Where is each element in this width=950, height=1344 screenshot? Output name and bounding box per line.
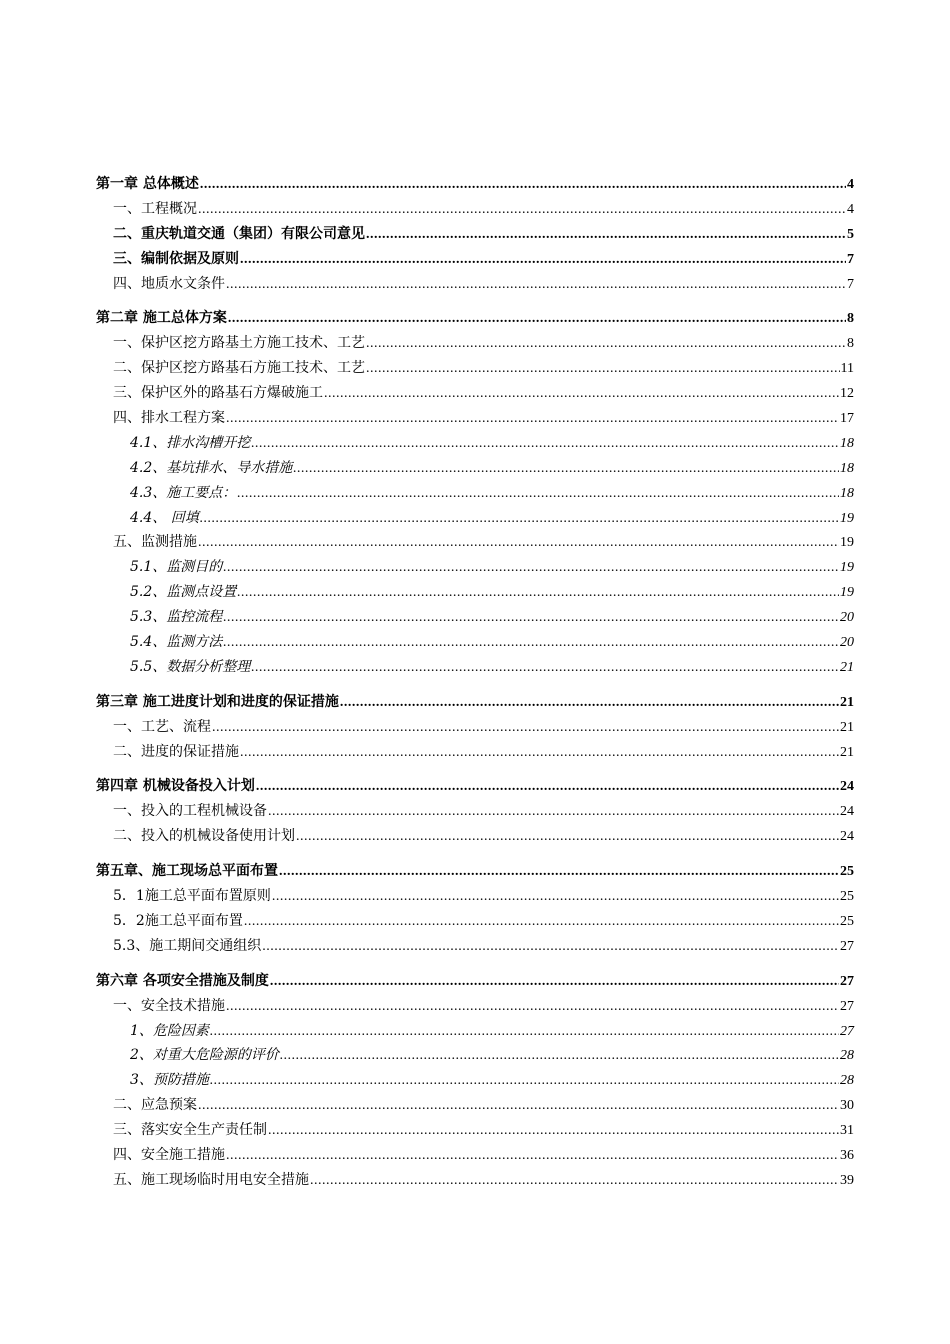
toc-chapter-entry[interactable] (96, 172, 854, 197)
toc-entry-page-number: 11 (840, 361, 854, 377)
toc-leader-dots (366, 222, 846, 248)
toc-entry[interactable] (96, 1019, 854, 1044)
toc-entry[interactable] (96, 994, 854, 1019)
toc-entry-page-number: 12 (840, 386, 854, 402)
toc-leader-dots (200, 506, 839, 532)
toc-entry-page-number: 20 (840, 635, 854, 651)
toc-entry-label: 第二章 施工总体方案 (96, 310, 227, 327)
toc-entry-label: 一、工程概况 (113, 200, 197, 217)
toc-entry-label: 第五章、施工现场总平面布置 (96, 863, 278, 880)
toc-entry-page-number: 24 (840, 804, 854, 820)
toc-leader-dots (210, 1019, 839, 1045)
toc-entry[interactable] (96, 740, 854, 765)
toc-entry-label: 二、应急预案 (113, 1097, 197, 1114)
toc-entry-label: 一、投入的工程机械设备 (113, 803, 267, 820)
toc-leader-dots (310, 1168, 839, 1194)
toc-entry-page-number: 19 (840, 585, 854, 601)
toc-entry[interactable] (96, 431, 854, 456)
toc-entry[interactable] (96, 630, 854, 655)
toc-chapter-entry[interactable] (96, 969, 854, 994)
toc-entry[interactable] (96, 1118, 854, 1143)
toc-entry-page-number: 5 (847, 226, 854, 242)
toc-entry-label: 三、保护区外的路基石方爆破施工 (113, 385, 323, 402)
toc-leader-dots (228, 306, 846, 332)
toc-entry-page-number: 8 (847, 336, 854, 352)
toc-entry-page-number: 20 (840, 610, 854, 626)
toc-leader-dots (240, 247, 846, 273)
toc-entry[interactable] (96, 824, 854, 849)
toc-entry[interactable] (96, 331, 854, 356)
toc-leader-dots (272, 884, 839, 910)
toc-leader-dots (210, 1068, 839, 1094)
toc-leader-dots (226, 272, 846, 298)
toc-entry-label: 四、排水工程方案 (113, 410, 225, 427)
toc-entry-page-number: 30 (840, 1098, 854, 1114)
table-of-contents (96, 172, 854, 1193)
toc-entry[interactable] (96, 356, 854, 381)
toc-leader-dots (268, 799, 839, 825)
toc-leader-dots (251, 655, 839, 681)
toc-entry-page-number: 31 (840, 1123, 854, 1139)
toc-leader-dots (340, 690, 839, 716)
toc-entry-page-number: 27 (840, 973, 854, 989)
toc-entry-label: 4.2、基坑排水、导水措施 (130, 459, 293, 476)
toc-entry[interactable] (96, 481, 854, 506)
toc-entry[interactable] (96, 655, 854, 680)
toc-entry-page-number: 7 (847, 251, 854, 267)
toc-entry-label: 5．2施工总平面布置 (113, 912, 243, 929)
toc-chapter-entry[interactable] (96, 859, 854, 884)
toc-entry-page-number: 19 (840, 535, 854, 551)
toc-entry-label: 5.1、监测目的 (130, 559, 223, 576)
toc-entry[interactable] (96, 715, 854, 740)
toc-leader-dots (237, 580, 839, 606)
toc-entry[interactable] (96, 247, 854, 272)
toc-entry-page-number: 17 (840, 411, 854, 427)
toc-entry-label: 5.4、监测方法 (130, 634, 223, 651)
toc-entry-label: 四、安全施工措施 (113, 1146, 225, 1163)
toc-entry-page-number: 27 (840, 1023, 854, 1039)
toc-entry-page-number: 25 (840, 913, 854, 929)
toc-leader-dots (296, 824, 839, 850)
toc-leader-dots (262, 934, 839, 960)
toc-entry[interactable] (96, 909, 854, 934)
toc-entry[interactable] (96, 456, 854, 481)
toc-leader-dots (226, 994, 839, 1020)
toc-leader-dots (293, 456, 839, 482)
toc-leader-dots (223, 605, 839, 631)
toc-entry[interactable] (96, 222, 854, 247)
toc-leader-dots (226, 406, 839, 432)
toc-entry[interactable] (96, 799, 854, 824)
toc-entry-label: 2、对重大危险源的评价 (130, 1047, 279, 1064)
toc-entry-page-number: 18 (840, 460, 854, 476)
toc-leader-dots (212, 715, 839, 741)
toc-leader-dots (268, 1118, 839, 1144)
toc-entry-page-number: 39 (840, 1172, 854, 1188)
toc-entry[interactable] (96, 884, 854, 909)
toc-entry-label: 五、监测措施 (113, 534, 197, 551)
toc-leader-dots (280, 1043, 839, 1069)
toc-leader-dots (223, 555, 839, 581)
toc-chapter-entry[interactable] (96, 774, 854, 799)
toc-entry-label: 五、施工现场临时用电安全措施 (113, 1171, 309, 1188)
toc-entry[interactable] (96, 1093, 854, 1118)
toc-leader-dots (200, 172, 846, 198)
toc-entry-label: 一、安全技术措施 (113, 997, 225, 1014)
toc-entry-label: 第六章 各项安全措施及制度 (96, 972, 269, 989)
toc-entry-label: 二、投入的机械设备使用计划 (113, 828, 295, 845)
toc-entry-page-number: 8 (847, 311, 854, 327)
toc-entry-label: 一、工艺、流程 (113, 718, 211, 735)
toc-entry-page-number: 21 (840, 744, 854, 760)
toc-entry-label: 三、编制依据及原则 (113, 250, 239, 267)
toc-entry[interactable] (96, 272, 854, 297)
toc-leader-dots (366, 356, 840, 382)
toc-entry-label: 5.3、监控流程 (130, 609, 223, 626)
toc-entry-label: 5.5、数据分析整理 (130, 658, 251, 675)
toc-entry-page-number: 21 (840, 719, 854, 735)
toc-entry-label: 第四章 机械设备投入计划 (96, 778, 255, 795)
toc-entry-label: 二、保护区挖方路基石方施工技术、工艺 (113, 360, 365, 377)
toc-entry[interactable] (96, 1043, 854, 1068)
toc-entry-label: 5.2、监测点设置 (130, 584, 237, 601)
toc-entry-label: 1、危险因素 (130, 1022, 209, 1039)
toc-chapter-entry[interactable] (96, 690, 854, 715)
toc-entry-page-number: 27 (840, 938, 854, 954)
toc-leader-dots (324, 381, 839, 407)
toc-entry[interactable] (96, 1143, 854, 1168)
toc-entry-page-number: 21 (840, 659, 854, 675)
toc-entry-page-number: 28 (840, 1073, 854, 1089)
toc-leader-dots (240, 740, 839, 766)
toc-entry-label: 四、地质水文条件 (113, 275, 225, 292)
toc-entry-page-number: 7 (847, 276, 854, 292)
toc-entry[interactable] (96, 1168, 854, 1193)
toc-entry[interactable] (96, 381, 854, 406)
toc-entry-label: 二、进度的保证措施 (113, 743, 239, 760)
toc-entry-label: 4.4、 回填 (130, 509, 199, 526)
toc-entry-page-number: 24 (840, 829, 854, 845)
toc-entry[interactable] (96, 406, 854, 431)
toc-leader-dots (279, 859, 839, 885)
toc-entry[interactable] (96, 580, 854, 605)
toc-entry-page-number: 19 (840, 510, 854, 526)
toc-entry-page-number: 18 (840, 435, 854, 451)
toc-entry[interactable] (96, 555, 854, 580)
toc-leader-dots (256, 774, 839, 800)
toc-leader-dots (244, 909, 839, 935)
toc-entry-page-number: 25 (840, 864, 854, 880)
toc-entry-label: 4.3、施工要点： (130, 484, 237, 501)
toc-leader-dots (198, 1093, 839, 1119)
toc-entry-label: 3、预防措施 (130, 1072, 209, 1089)
toc-entry[interactable] (96, 506, 854, 531)
toc-entry-page-number: 4 (847, 177, 854, 192)
toc-leader-dots (237, 481, 839, 507)
toc-entry[interactable] (96, 605, 854, 630)
toc-entry-label: 三、落实安全生产责任制 (113, 1122, 267, 1139)
toc-leader-dots (198, 197, 846, 223)
toc-entry-page-number: 36 (840, 1147, 854, 1163)
toc-leader-dots (366, 331, 846, 357)
toc-entry[interactable] (96, 1068, 854, 1093)
toc-entry-label: 5．1施工总平面布置原则 (113, 888, 271, 905)
toc-entry-label: 第一章 总体概述 (96, 176, 199, 192)
toc-entry-page-number: 24 (840, 779, 854, 795)
toc-leader-dots (198, 530, 839, 556)
toc-leader-dots (226, 1143, 839, 1169)
toc-entry[interactable] (96, 530, 854, 555)
toc-leader-dots (251, 431, 839, 457)
toc-entry-label: 二、重庆轨道交通（集团）有限公司意见 (113, 225, 365, 242)
toc-entry[interactable] (96, 197, 854, 222)
toc-chapter-entry[interactable] (96, 306, 854, 331)
toc-entry[interactable] (96, 934, 854, 959)
toc-entry-label: 5.3、施工期间交通组织 (113, 937, 262, 954)
toc-leader-dots (223, 630, 839, 656)
toc-entry-page-number: 19 (840, 560, 854, 576)
toc-entry-label: 4.1、排水沟槽开挖 (130, 434, 251, 451)
toc-leader-dots (270, 969, 839, 995)
toc-entry-page-number: 18 (840, 485, 854, 501)
toc-entry-page-number: 28 (840, 1048, 854, 1064)
toc-entry-page-number: 21 (840, 694, 854, 710)
toc-entry-page-number: 25 (840, 889, 854, 905)
toc-entry-page-number: 4 (847, 201, 854, 217)
toc-entry-label: 第三章 施工进度计划和进度的保证措施 (96, 693, 339, 710)
toc-entry-label: 一、保护区挖方路基土方施工技术、工艺 (113, 335, 365, 352)
toc-entry-page-number: 27 (840, 998, 854, 1014)
